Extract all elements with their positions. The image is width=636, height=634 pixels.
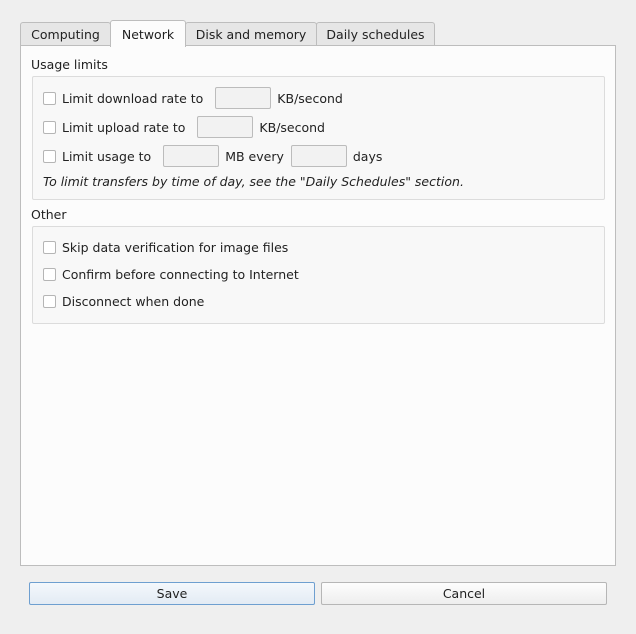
confirm-connect-label: Confirm before connecting to Internet: [62, 266, 299, 282]
usage-days-unit: days: [352, 148, 383, 164]
disconnect-when-done-checkbox[interactable]: [43, 295, 56, 308]
download-rate-unit: KB/second: [277, 90, 343, 106]
tab-computing[interactable]: [20, 22, 111, 45]
disconnect-when-done-label: Disconnect when done: [62, 293, 205, 309]
other-title: Other: [31, 207, 67, 222]
skip-verification-checkbox[interactable]: [43, 241, 56, 254]
tab-label: Disk and memory: [195, 26, 307, 42]
save-button[interactable]: Save: [29, 582, 315, 605]
tab-label: Daily schedules: [326, 26, 425, 42]
cancel-button[interactable]: Cancel: [321, 582, 607, 605]
confirm-connect-row: [43, 263, 299, 285]
skip-verification-label: Skip data verification for image files: [62, 239, 289, 255]
limit-upload-checkbox[interactable]: [43, 121, 56, 134]
download-rate-input[interactable]: [215, 87, 271, 109]
daily-schedules-note: To limit transfers by time of day, see the "Daily Schedules" section.: [43, 174, 464, 189]
usage-limits-title: Usage limits: [31, 57, 108, 72]
limit-upload-label: Limit upload rate to: [62, 119, 186, 135]
usage-days-input[interactable]: [291, 145, 347, 167]
upload-rate-input[interactable]: [197, 116, 253, 138]
limit-usage-label: Limit usage to: [62, 148, 152, 164]
limit-download-row: [43, 87, 343, 109]
limit-usage-row: [43, 145, 382, 167]
usage-mb-input[interactable]: [163, 145, 219, 167]
disconnect-when-done-row: [43, 290, 204, 312]
tab-label: Network: [121, 26, 175, 42]
limit-download-label: Limit download rate to: [62, 90, 204, 106]
usage-mb-unit: MB every: [225, 148, 284, 164]
tab-label: Computing: [31, 26, 100, 42]
usage-limits-group: [32, 76, 605, 200]
tab-network[interactable]: [110, 20, 186, 47]
limit-download-checkbox[interactable]: [43, 92, 56, 105]
other-group: [32, 226, 605, 324]
confirm-connect-checkbox[interactable]: [43, 268, 56, 281]
skip-verification-row: [43, 236, 288, 258]
limit-upload-row: [43, 116, 325, 138]
tab-disk-and-memory[interactable]: [185, 22, 317, 45]
limit-usage-checkbox[interactable]: [43, 150, 56, 163]
network-tab-panel: [20, 45, 616, 566]
upload-rate-unit: KB/second: [259, 119, 325, 135]
tab-daily-schedules[interactable]: [316, 22, 435, 45]
